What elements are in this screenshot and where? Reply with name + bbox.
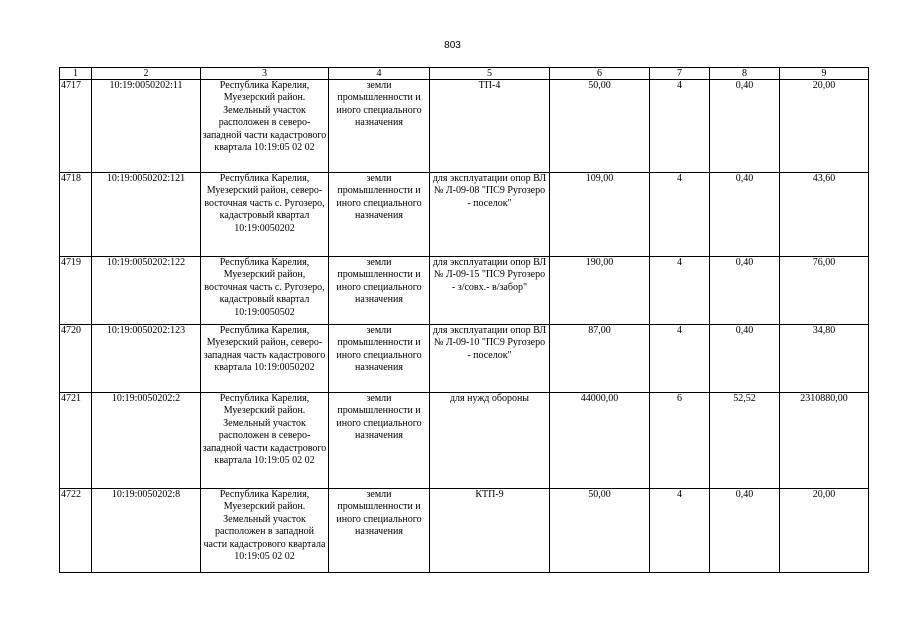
table-row bbox=[60, 173, 869, 257]
area: 50,00 bbox=[550, 80, 650, 173]
area: 109,00 bbox=[550, 173, 650, 257]
col-header: 7 bbox=[650, 68, 710, 80]
col-header: 5 bbox=[430, 68, 550, 80]
row-number: 4722 bbox=[60, 489, 92, 573]
land-category: земли промышленности и иного специального назначения bbox=[329, 80, 430, 173]
row-number: 4721 bbox=[60, 393, 92, 489]
land-category: земли промышленности и иного специального назначения bbox=[329, 257, 430, 325]
land-category: земли промышленности и иного специального назначения bbox=[329, 489, 430, 573]
land-category: земли промышленности и иного специального назначения bbox=[329, 393, 430, 489]
col-8: 0,40 bbox=[710, 173, 780, 257]
purpose: КТП-9 bbox=[430, 489, 550, 573]
header-row bbox=[60, 68, 869, 80]
row-number: 4720 bbox=[60, 325, 92, 393]
col-header: 1 bbox=[60, 68, 92, 80]
cadastral-number: 10:19:0050202:8 bbox=[92, 489, 201, 573]
row-number: 4717 bbox=[60, 80, 92, 173]
col-header: 9 bbox=[780, 68, 869, 80]
purpose: для эксплуатации опор ВЛ № Л-09-10 "ПС9 Ругозеро - поселок" bbox=[430, 325, 550, 393]
col-header: 6 bbox=[550, 68, 650, 80]
col-8: 0,40 bbox=[710, 257, 780, 325]
area: 87,00 bbox=[550, 325, 650, 393]
col-8: 0,40 bbox=[710, 489, 780, 573]
cadastral-number: 10:19:0050202:2 bbox=[92, 393, 201, 489]
col-9: 43,60 bbox=[780, 173, 869, 257]
col-8: 0,40 bbox=[710, 80, 780, 173]
table-row bbox=[60, 257, 869, 325]
col-8: 52,52 bbox=[710, 393, 780, 489]
col-7: 6 bbox=[650, 393, 710, 489]
col-7: 4 bbox=[650, 257, 710, 325]
cadastral-number: 10:19:0050202:11 bbox=[92, 80, 201, 173]
col-9: 34,80 bbox=[780, 325, 869, 393]
purpose: для эксплуатации опор ВЛ № Л-09-08 "ПС9 Ругозеро - поселок" bbox=[430, 173, 550, 257]
table-row bbox=[60, 393, 869, 489]
land-category: земли промышленности и иного специального назначения bbox=[329, 325, 430, 393]
location: Республика Карелия, Муезерский район, северо-западная часть кадастрового квартала 10:19:0050202 bbox=[201, 325, 329, 393]
area: 44000,00 bbox=[550, 393, 650, 489]
location: Республика Карелия, Муезерский район. Земельный участок расположен в западной части кадастрового квартала 10:19:05 02 02 bbox=[201, 489, 329, 573]
table-row bbox=[60, 325, 869, 393]
table-row bbox=[60, 80, 869, 173]
col-7: 4 bbox=[650, 325, 710, 393]
land-category: земли промышленности и иного специального назначения bbox=[329, 173, 430, 257]
location: Республика Карелия, Муезерский район, восточная часть с. Ругозеро, кадастровый квартал 10:19:0050502 bbox=[201, 257, 329, 325]
cadastral-number: 10:19:0050202:122 bbox=[92, 257, 201, 325]
cadastral-number: 10:19:0050202:121 bbox=[92, 173, 201, 257]
col-header: 2 bbox=[92, 68, 201, 80]
land-plots-table bbox=[59, 67, 869, 573]
col-header: 4 bbox=[329, 68, 430, 80]
area: 50,00 bbox=[550, 489, 650, 573]
col-9: 2310880,00 bbox=[780, 393, 869, 489]
location: Республика Карелия, Муезерский район. Земельный участок расположен в северо-западной части кадастрового квартала 10:19:05 02 02 bbox=[201, 393, 329, 489]
location: Республика Карелия, Муезерский район, северо-восточная часть с. Ругозеро, кадастровый квартал 10:19:0050202 bbox=[201, 173, 329, 257]
row-number: 4719 bbox=[60, 257, 92, 325]
col-9: 76,00 bbox=[780, 257, 869, 325]
col-header: 3 bbox=[201, 68, 329, 80]
col-9: 20,00 bbox=[780, 80, 869, 173]
location: Республика Карелия, Муезерский район. Земельный участок расположен в северо-западной части кадастрового квартала 10:19:05 02 02 bbox=[201, 80, 329, 173]
col-8: 0,40 bbox=[710, 325, 780, 393]
col-7: 4 bbox=[650, 489, 710, 573]
col-header: 8 bbox=[710, 68, 780, 80]
col-7: 4 bbox=[650, 173, 710, 257]
purpose: для эксплуатации опор ВЛ № Л-09-15 "ПС9 Ругозеро - з/совх.- в/забор" bbox=[430, 257, 550, 325]
cadastral-number: 10:19:0050202:123 bbox=[92, 325, 201, 393]
purpose: для нужд обороны bbox=[430, 393, 550, 489]
row-number: 4718 bbox=[60, 173, 92, 257]
page-number: 803 bbox=[444, 40, 461, 51]
col-9: 20,00 bbox=[780, 489, 869, 573]
purpose: ТП-4 bbox=[430, 80, 550, 173]
table-row bbox=[60, 489, 869, 573]
area: 190,00 bbox=[550, 257, 650, 325]
col-7: 4 bbox=[650, 80, 710, 173]
